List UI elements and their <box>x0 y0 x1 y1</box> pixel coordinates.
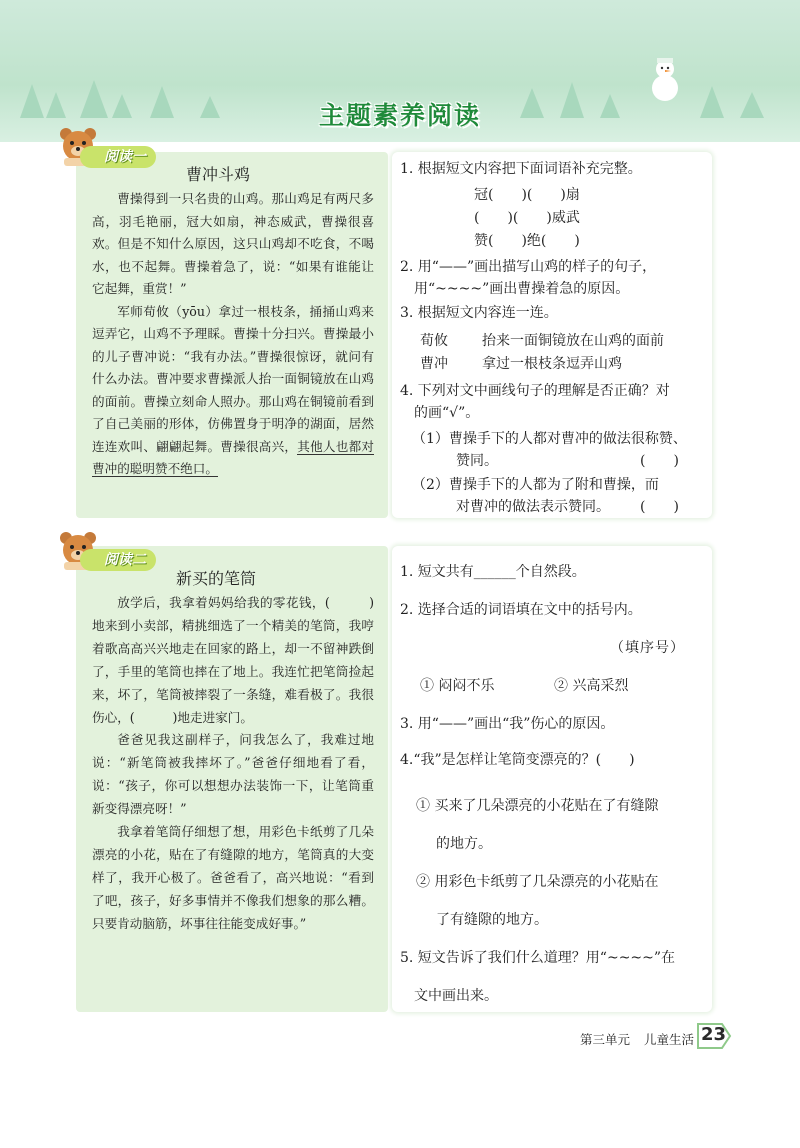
r1-q1-blank-3: 赞( )绝( ) <box>474 233 580 249</box>
r2-q4-option-2: ② 用彩色卡纸剪了几朵漂亮的小花贴在 了有缝隙的地方。 <box>416 874 659 928</box>
match-left-2: 曹冲 <box>420 356 448 372</box>
footer-unit: 第三单元 <box>580 1032 631 1047</box>
footer-theme: 儿童生活 <box>644 1032 695 1047</box>
paragraph: 我拿着笔筒仔细想了想，用彩色卡纸剪了几朵漂亮的小花，贴在了有缝隙的地方，笔筒真的大变样了，我开心极了。爸爸看了，高兴地说：“看到了吧，孩子，好多事情并不像我们想象的那么糟。只要肯动脑筋，坏事往往能变成好事。” <box>92 824 374 931</box>
paragraph: 放学后，我拿着妈妈给我的零花钱，( )地来到小卖部，精挑细选了一个精美的笔筒，我哼着歌高高兴兴地走在回家的路上，却一不留神跌倒了，手里的笔筒也摔在了地上。我连忙把笔筒捡起来，坏了，笔筒被摔裂了一条缝，难看极了。我很伤心，( )地走进家门。 <box>92 595 374 725</box>
r1-q4-option-2: （2）曹操手下的人都为了附和曹操，而 对曹冲的做法表示赞同。 <box>412 477 659 515</box>
match-right-2: 拿过一根枝条逗弄山鸡 <box>482 356 622 372</box>
underlined-sentence: 其他人也都对曹冲的聪明赞不绝口。 <box>92 438 375 476</box>
r1-q4-option-2-answer: ( ) <box>640 499 679 515</box>
r2-question-4: 4.“我”是怎样让笔筒变漂亮的？( ) <box>400 752 635 768</box>
r1-q4-option-1: （1）曹操手下的人都对曹冲的做法很称赞、 赞同。 <box>412 431 687 469</box>
header-banner <box>0 0 800 142</box>
r1-q1-blank-2: ( )( )威武 <box>474 210 580 226</box>
page-title: 主题素养阅读 <box>318 101 481 130</box>
r1-question-3: 3. 根据短文内容连一连。 <box>400 305 558 321</box>
match-left-1: 荀攸 <box>420 333 448 349</box>
match-right-1: 抬来一面铜镜放在山鸡的面前 <box>482 333 664 349</box>
reading2-text <box>92 592 374 936</box>
r2-q2-option-1: ① 闷闷不乐 <box>420 678 495 694</box>
reading2-title: 新买的笔筒 <box>176 569 257 588</box>
reading1-badge: 阅读一 <box>80 146 156 168</box>
r1-question-2: 2. 用“——”画出描写山鸡的样子的句子， 用“~~~~”画出曹操着急的原因。 <box>400 259 657 297</box>
reading1-title: 曹冲斗鸡 <box>186 165 251 184</box>
r2-question-5: 5. 短文告诉了我们什么道理？用“~~~~”在 文中画出来。 <box>400 950 676 1004</box>
r2-q2-hint: （填序号） <box>610 640 685 656</box>
r2-question-3: 3. 用“——”画出“我”伤心的原因。 <box>400 716 615 732</box>
r1-q4-option-1-answer: ( ) <box>640 453 679 469</box>
r2-q2-option-2: ② 兴高采烈 <box>554 678 629 694</box>
r1-q1-blank-1: 冠( )( )扇 <box>474 187 580 203</box>
reading1-text <box>92 188 374 481</box>
paragraph: 曹操得到一只名贵的山鸡。那山鸡足有两尺多高，羽毛艳丽，冠大如扇，神态威武，曹操很喜欢。但是不知什么原因，这只山鸡却不吃食，不喝水，也不起舞。曹操着急了，说：“如果有谁能让它起舞，重赏！” <box>92 191 374 296</box>
paragraph: 爸爸见我这副样子，问我怎么了，我难过地说：“新笔筒被我摔坏了。”爸爸仔细地看了看，说：“孩子，你可以想想办法装饰一下，让笔筒重新变得漂亮呀！” <box>92 732 374 817</box>
paragraph: 军师荀攸（yōu）拿过一根枝条，捅捅山鸡来逗弄它，山鸡不予理睬。曹操十分扫兴。曹操最小的儿子曹冲说：“我有办法。”曹操很惊讶，就问有什么办法。曹冲要求曹操派人抬一面铜镜放在山鸡的面前。曹操立刻命人照办。那山鸡在铜镜前看到了自己美丽的形体，仿佛置身于明净的湖面，居然连连欢叫、翩翩起舞。曹操很高兴，其他人也都对曹冲的聪明赞不绝口。 <box>92 303 375 476</box>
r1-question-1: 1. 根据短文内容把下面词语补充完整。 <box>400 161 642 177</box>
r1-question-4: 4. 下列对文中画线句子的理解是否正确？对 的画“√”。 <box>400 383 670 421</box>
reading2-badge: 阅读二 <box>80 549 156 571</box>
r2-question-1: 1. 短文共有______个自然段。 <box>400 564 586 580</box>
page-number: 23 <box>701 1024 727 1045</box>
r2-question-2: 2. 选择合适的词语填在文中的括号内。 <box>400 602 642 618</box>
r2-q4-option-1: ① 买来了几朵漂亮的小花贴在了有缝隙 的地方。 <box>416 798 659 852</box>
